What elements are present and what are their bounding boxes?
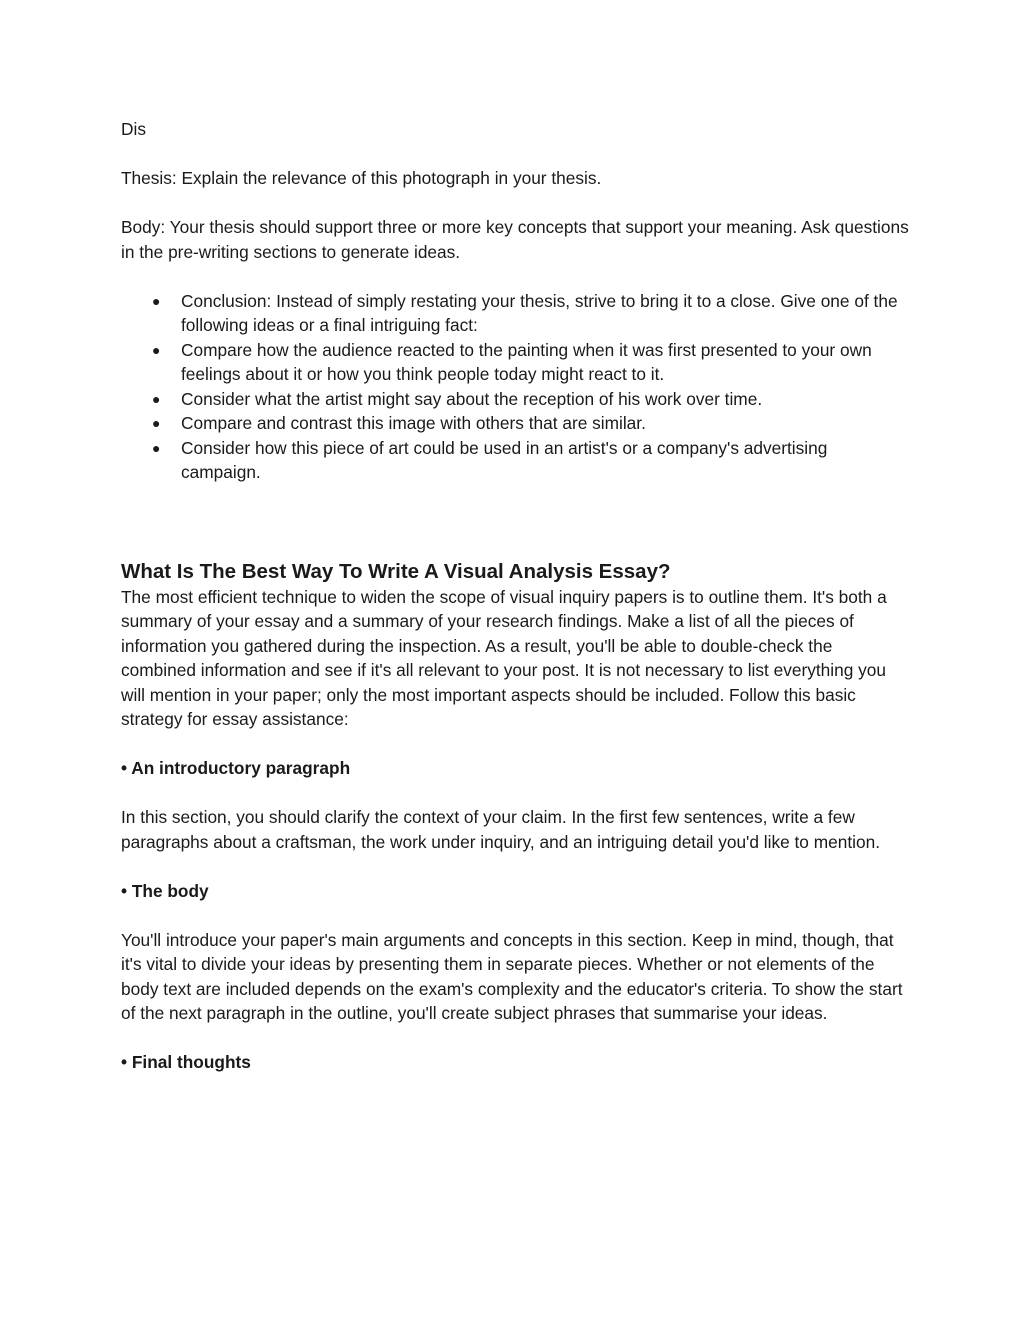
dis-label: Dis: [121, 119, 146, 139]
final-thoughts-heading: • Final thoughts: [121, 1052, 251, 1072]
bullet-icon: ●: [152, 415, 161, 431]
section-intro-paragraph: The most efficient technique to widen the scope of visual inquiry papers is to outline them. It's both a summary of your essay and a summary of your research findings. Make a list of all the pieces of information you gathered during the inspection. As a result, you'll be able to double-check the combined information and see if it's all relevant to your post. It is not necessary to list everything you will mention in your paper; only the most important aspects should be included. Follow this basic strategy for essay assistance:: [121, 586, 887, 729]
bullet-icon: ●: [152, 439, 161, 456]
spacer: [121, 732, 911, 757]
list-item-text: Consider what the artist might say about the reception of his work over time.: [181, 388, 763, 409]
list-item: [121, 436, 911, 485]
thesis-paragraph: Thesis: Explain the relevance of this photograph in your thesis.: [121, 168, 602, 188]
list-item-text: Consider how this piece of art could be used in an artist's or a company's advertising campaign.: [181, 437, 828, 482]
body-intro-paragraph: Body: Your thesis should support three or more key concepts that support your meaning. Ask questions in the pre-writing sections to generate ideas.: [121, 217, 909, 262]
spacer: [121, 781, 911, 806]
list-item: [121, 411, 911, 436]
spacer: [121, 264, 911, 289]
spacer: [121, 142, 911, 167]
spacer: [121, 1026, 911, 1051]
spacer: [121, 191, 911, 216]
spacer: [121, 854, 911, 879]
body-text: You'll introduce your paper's main arguments and concepts in this section. Keep in mind, though, that it's vital to divide your ideas by presenting them in separate pieces. Whether or not elements of the body text are included depends on the exam's complexity and the educator's criteria. To show the start of the next paragraph in the outline, you'll create subject phrases that summarise your ideas.: [121, 929, 903, 1023]
section-title: What Is The Best Way To Write A Visual Analysis Essay?: [121, 559, 671, 583]
bullet-icon: ●: [152, 292, 161, 309]
list-item-text: Conclusion: Instead of simply restating your thesis, strive to bring it to a close. Give one of the following ideas or a final intriguing fact:: [181, 290, 898, 335]
bullet-icon: ●: [152, 341, 161, 358]
intro-paragraph-text: In this section, you should clarify the context of your claim. In the first few sentences, write a few paragraphs about a craftsman, the work under inquiry, and an intriguing detail you'd like to mention.: [121, 807, 880, 852]
body-heading: • The body: [121, 880, 209, 901]
document-content: [121, 117, 911, 1075]
list-item: [121, 338, 911, 387]
spacer: [121, 485, 911, 558]
list-item: [121, 387, 911, 412]
bullet-icon: ●: [152, 390, 161, 407]
bullet-list: [121, 289, 911, 485]
list-item-text: Compare and contrast this image with others that are similar.: [181, 413, 646, 433]
list-item: [121, 289, 911, 338]
intro-paragraph-heading: • An introductory paragraph: [121, 758, 351, 778]
spacer: [121, 903, 911, 928]
list-item-text: Compare how the audience reacted to the painting when it was first presented to your own feelings about it or how you think people today might react to it.: [181, 339, 872, 384]
